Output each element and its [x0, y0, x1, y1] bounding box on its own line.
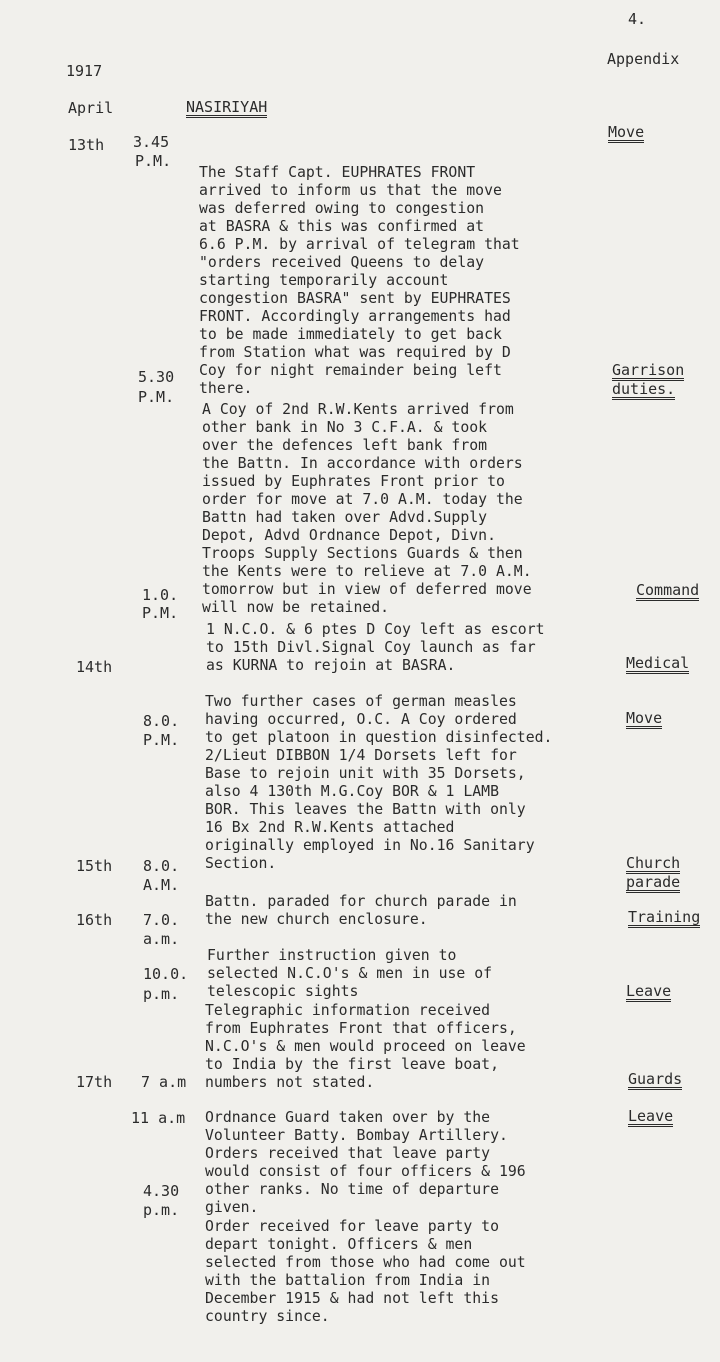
entry-text: Two further cases of german measles having occurred, O.C. A Coy ordered to get platoon in question disinfected. [205, 693, 553, 746]
entry-time-period: A.M. [143, 876, 180, 894]
entry-appendix: Leave [626, 982, 672, 1000]
entry-time-period: P.M. [135, 152, 172, 170]
entry-time: 4.30 [143, 1182, 180, 1200]
entry-text: Orders received that leave party would consist of four officers & 196 other ranks. No time of departure given. [205, 1145, 526, 1216]
entry-time: 10.0. [143, 965, 189, 983]
month: April [68, 99, 114, 117]
appendix-heading: Appendix [607, 50, 680, 68]
entry-appendix: Guards [628, 1070, 683, 1088]
entry-time: 3.45 [133, 133, 170, 151]
entry-date: 15th [76, 857, 113, 875]
entry-appendix: duties. [612, 380, 676, 398]
entry-text: Ordnance Guard taken over by the Volunteer Batty. Bombay Artillery. [205, 1109, 508, 1144]
entry-appendix: Church [626, 854, 681, 872]
entry-text: Telegraphic information received from Euphrates Front that officers, N.C.O's & men would proceed on leave to India by the first leave boat, numbers not stated. [205, 1002, 526, 1091]
entry-time-period: P.M. [142, 604, 179, 622]
year: 1917 [66, 62, 103, 80]
entry-text: Battn. paraded for church parade in the new church enclosure. [205, 893, 517, 928]
entry-date: 13th [68, 136, 105, 154]
entry-time: 7 a.m [141, 1073, 187, 1091]
entry-time-period: a.m. [143, 930, 180, 948]
entry-appendix: parade [626, 873, 681, 891]
entry-text: Further instruction given to selected N.C.O's & men in use of telescopic sights [207, 947, 493, 1000]
entry-text: 1 N.C.O. & 6 ptes D Coy left as escort to 15th Divl.Signal Coy launch as far as KURNA to rejoin at BASRA. [206, 621, 545, 674]
entry-appendix: Medical [626, 654, 690, 672]
entry-text: 2/Lieut DIBBON 1/4 Dorsets left for Base to rejoin unit with 35 Dorsets, also 4 130th M.G.Coy BOR & 1 LAMB BOR. This leaves the Battn with only 16 Bx 2nd R.W.Kents attached originally employed in No.16 Sanitary Section. [205, 747, 535, 872]
entry-time: 5.30 [138, 368, 175, 386]
entry-appendix: Command [636, 581, 700, 599]
entry-date: 16th [76, 911, 113, 929]
entry-time: 1.0. [142, 586, 179, 604]
entry-date: 17th [76, 1073, 113, 1091]
entry-time-period: P.M. [138, 388, 175, 406]
entry-appendix: Training [628, 908, 701, 926]
entry-text: A Coy of 2nd R.W.Kents arrived from other bank in No 3 C.F.A. & took over the defences left bank from the Battn. In accordance with orders issued by Euphrates Front prior to order for move at 7.0 A.M. today the Battn had taken over Advd.Supply Depot, Advd Ordnance Depot, Divn. Troops Supply Sections Guards & then the Kents were to relieve at 7.0 A.M. tomorrow but in view of deferred move will now be retained. [202, 401, 532, 616]
entry-time: 11 a.m [131, 1109, 186, 1127]
entry-time-period: p.m. [143, 985, 180, 1003]
entry-date: 14th [76, 658, 113, 676]
entry-time: 7.0. [143, 911, 180, 929]
page-number: 4. [628, 10, 647, 28]
entry-time-period: p.m. [143, 1201, 180, 1219]
entry-appendix: Leave [628, 1107, 674, 1125]
entry-appendix: Move [608, 123, 645, 141]
entry-appendix: Garrison [612, 361, 685, 379]
entry-text: Order received for leave party to depart tonight. Officers & men selected from those who had come out with the battalion from India in December 1915 & had not left this country since. [205, 1218, 526, 1325]
entry-time: 8.0. [143, 857, 180, 875]
entry-appendix: Move [626, 709, 663, 727]
place-heading: NASIRIYAH [186, 98, 268, 116]
entry-text: The Staff Capt. EUPHRATES FRONT arrived to inform us that the move was deferred owing to congestion at BASRA & this was confirmed at 6.6 P.M. by arrival of telegram that "orders received Queens to delay starting temporarily account congestion BASRA" sent by EUPHRATES FRONT. Accordingly arrangements had to be made immediately to get back from Station what was required by D Coy for night remainder being left there. [199, 164, 520, 397]
entry-time: 8.0. [143, 712, 180, 730]
entry-time-period: P.M. [143, 731, 180, 749]
